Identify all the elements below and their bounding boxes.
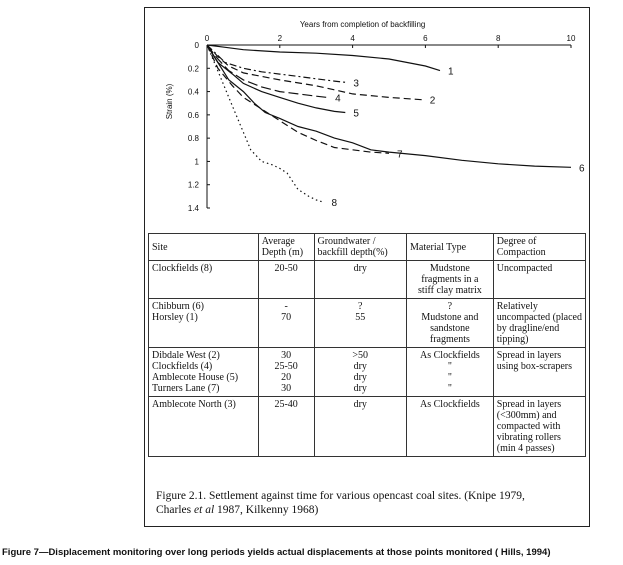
cell-site: [149, 348, 259, 397]
cell-material: [406, 299, 493, 348]
caption-line2-pre: Charles: [156, 504, 195, 516]
cell-compaction-line: (min 4 passes): [496, 443, 555, 454]
cell-material-line: Mudstone and: [421, 312, 479, 323]
series-6-line: [207, 45, 571, 167]
cell-depth-line: -: [284, 301, 288, 312]
cell-groundwater-line: dry: [353, 372, 367, 383]
cell-material-line: ": [447, 372, 452, 383]
series-2-label: 2: [429, 95, 436, 107]
figure-caption: [156, 489, 586, 517]
series-6-label: 6: [579, 163, 585, 175]
cell-compaction-line: uncompacted (placed: [496, 312, 582, 323]
cell-depth-line: 25-40: [274, 399, 298, 410]
cell-compaction-line: compacted with: [496, 421, 561, 432]
header-depth-line1: Average: [261, 236, 295, 247]
cell-site-line: Clockfields (8): [152, 263, 213, 274]
cell-material: [406, 348, 493, 397]
series-8-line: [207, 45, 324, 202]
cell-compaction: [493, 299, 585, 348]
y-tick-label: 0.6: [187, 110, 199, 120]
cell-depth-line: 20-50: [274, 263, 298, 274]
y-tick-label: 1.2: [187, 180, 199, 190]
cell-compaction-line: by dragline/end: [496, 323, 560, 334]
cell-depth-line: 30: [281, 383, 292, 394]
cell-site-line: Dibdale West (2): [152, 350, 220, 361]
cell-site: [149, 299, 259, 348]
header-compaction-line2: Compaction: [496, 247, 546, 258]
header-material-text: Material Type: [409, 241, 467, 253]
y-tick-label: 0: [194, 41, 199, 50]
site-table: [148, 233, 586, 457]
cell-depth: [258, 348, 314, 397]
cell-site-line: Chibburn (6): [152, 301, 204, 312]
x-tick-label: 8: [495, 34, 501, 43]
cell-material: [406, 261, 493, 299]
cell-compaction: [493, 397, 585, 457]
series-7-label: 7: [397, 149, 403, 161]
cell-groundwater-line: >50: [352, 350, 369, 361]
y-axis-label: Strain (%): [165, 83, 174, 120]
cell-depth: [258, 299, 314, 348]
cell-groundwater: [314, 348, 406, 397]
cell-compaction-line: Relatively: [496, 301, 538, 312]
series-3-line: [207, 45, 345, 82]
cell-compaction-line: vibrating rollers: [496, 432, 561, 443]
y-tick-label: 0.4: [187, 87, 199, 97]
header-depth: [258, 234, 314, 261]
cell-site-line: Amblecote North (3): [152, 399, 236, 410]
cell-site: [149, 397, 259, 457]
cell-material-line: fragments in a: [421, 274, 479, 285]
cell-compaction-line: using box-scrapers: [496, 361, 573, 372]
figure-footnote: Figure 7—Displacement monitoring over long periods yields actual displacements at those points monitored ( Hills, 1994): [2, 547, 551, 558]
cell-site-line: Turners Lane (7): [152, 383, 220, 394]
cell-site-line: Clockfields (4): [152, 361, 213, 372]
cell-groundwater-line: dry: [353, 361, 367, 372]
header-compaction-line1: Degree of: [496, 236, 537, 247]
cell-compaction: [493, 261, 585, 299]
caption-line2-post: 1987, Kilkenny 1968): [214, 504, 319, 516]
header-groundwater: [314, 234, 406, 261]
cell-depth-line: 20: [281, 372, 292, 383]
cell-material-line: ": [447, 361, 452, 372]
y-tick-label: 1.4: [187, 204, 199, 213]
cell-groundwater: [314, 261, 406, 299]
table-row: [149, 299, 586, 348]
x-tick-label: 4: [350, 34, 355, 43]
series-8-label: 8: [331, 198, 338, 210]
series-1-line: [207, 45, 440, 71]
caption-line2: [156, 503, 586, 517]
cell-depth-line: 25-50: [274, 361, 298, 372]
cell-material: [406, 397, 493, 457]
cell-material-line: stiff clay matrix: [418, 285, 482, 296]
y-tick-label: 1: [194, 157, 199, 167]
x-tick-label: 10: [566, 34, 576, 43]
table-row: [149, 397, 586, 457]
table-row: [149, 261, 586, 299]
cell-groundwater: [314, 397, 406, 457]
x-tick-label: 6: [423, 34, 428, 43]
x-tick-label: 2: [277, 34, 283, 43]
series-3-label: 3: [353, 78, 359, 90]
cell-depth: [258, 261, 314, 299]
cell-compaction-line: (<300mm) and: [496, 410, 557, 421]
table-header-row: [149, 234, 586, 261]
cell-groundwater-line: ?: [358, 301, 363, 312]
cell-groundwater-line: dry: [353, 383, 367, 394]
cell-material-line: ": [447, 383, 452, 394]
header-site: [149, 234, 259, 261]
cell-depth: [258, 397, 314, 457]
cell-site-line: Horsley (1): [152, 312, 198, 323]
header-groundwater-line1: Groundwater /: [317, 236, 376, 247]
series-4-label: 4: [335, 93, 341, 105]
series-7-line: [207, 45, 389, 153]
header-site-text: Site: [152, 241, 168, 253]
cell-material-line: ?: [447, 301, 453, 312]
y-tick-label: 0.2: [187, 64, 199, 74]
header-material: [406, 234, 493, 261]
cell-compaction-line: Uncompacted: [496, 263, 553, 274]
cell-compaction-line: tipping): [496, 334, 529, 345]
series-1-label: 1: [447, 66, 454, 78]
y-tick-label: 0.8: [187, 134, 199, 144]
cell-compaction: [493, 348, 585, 397]
table-row: [149, 348, 586, 397]
cell-groundwater: [314, 299, 406, 348]
header-groundwater-line2: backfill depth(%): [317, 247, 388, 258]
cell-groundwater-line: 55: [355, 312, 366, 323]
cell-site-line: Amblecote House (5): [152, 372, 239, 383]
x-tick-label: 0: [204, 34, 210, 43]
cell-groundwater-line: dry: [353, 399, 367, 410]
cell-material-line: Mudstone: [429, 263, 470, 274]
caption-line2-italic: et al: [194, 504, 215, 516]
cell-material-line: As Clockfields: [420, 350, 480, 361]
cell-material-line: As Clockfields: [420, 399, 480, 410]
cell-depth-line: 30: [281, 350, 292, 361]
cell-groundwater-line: dry: [353, 263, 367, 274]
cell-compaction-line: Spread in layers: [496, 399, 562, 410]
series-5-label: 5: [353, 108, 359, 120]
cell-compaction-line: Spread in layers: [496, 350, 562, 361]
header-depth-line2: Depth (m): [261, 247, 304, 258]
x-axis-label: Years from completion of backfilling: [299, 20, 426, 29]
header-compaction: [493, 234, 585, 261]
cell-material-line: fragments: [429, 334, 470, 345]
cell-material-line: sandstone: [430, 323, 470, 334]
settlement-chart: [145, 8, 591, 238]
cell-depth-line: 70: [281, 312, 292, 323]
cell-site: [149, 261, 259, 299]
caption-line1: Figure 2.1. Settlement against time for various opencast coal sites. (Knipe 1979,: [156, 490, 525, 502]
